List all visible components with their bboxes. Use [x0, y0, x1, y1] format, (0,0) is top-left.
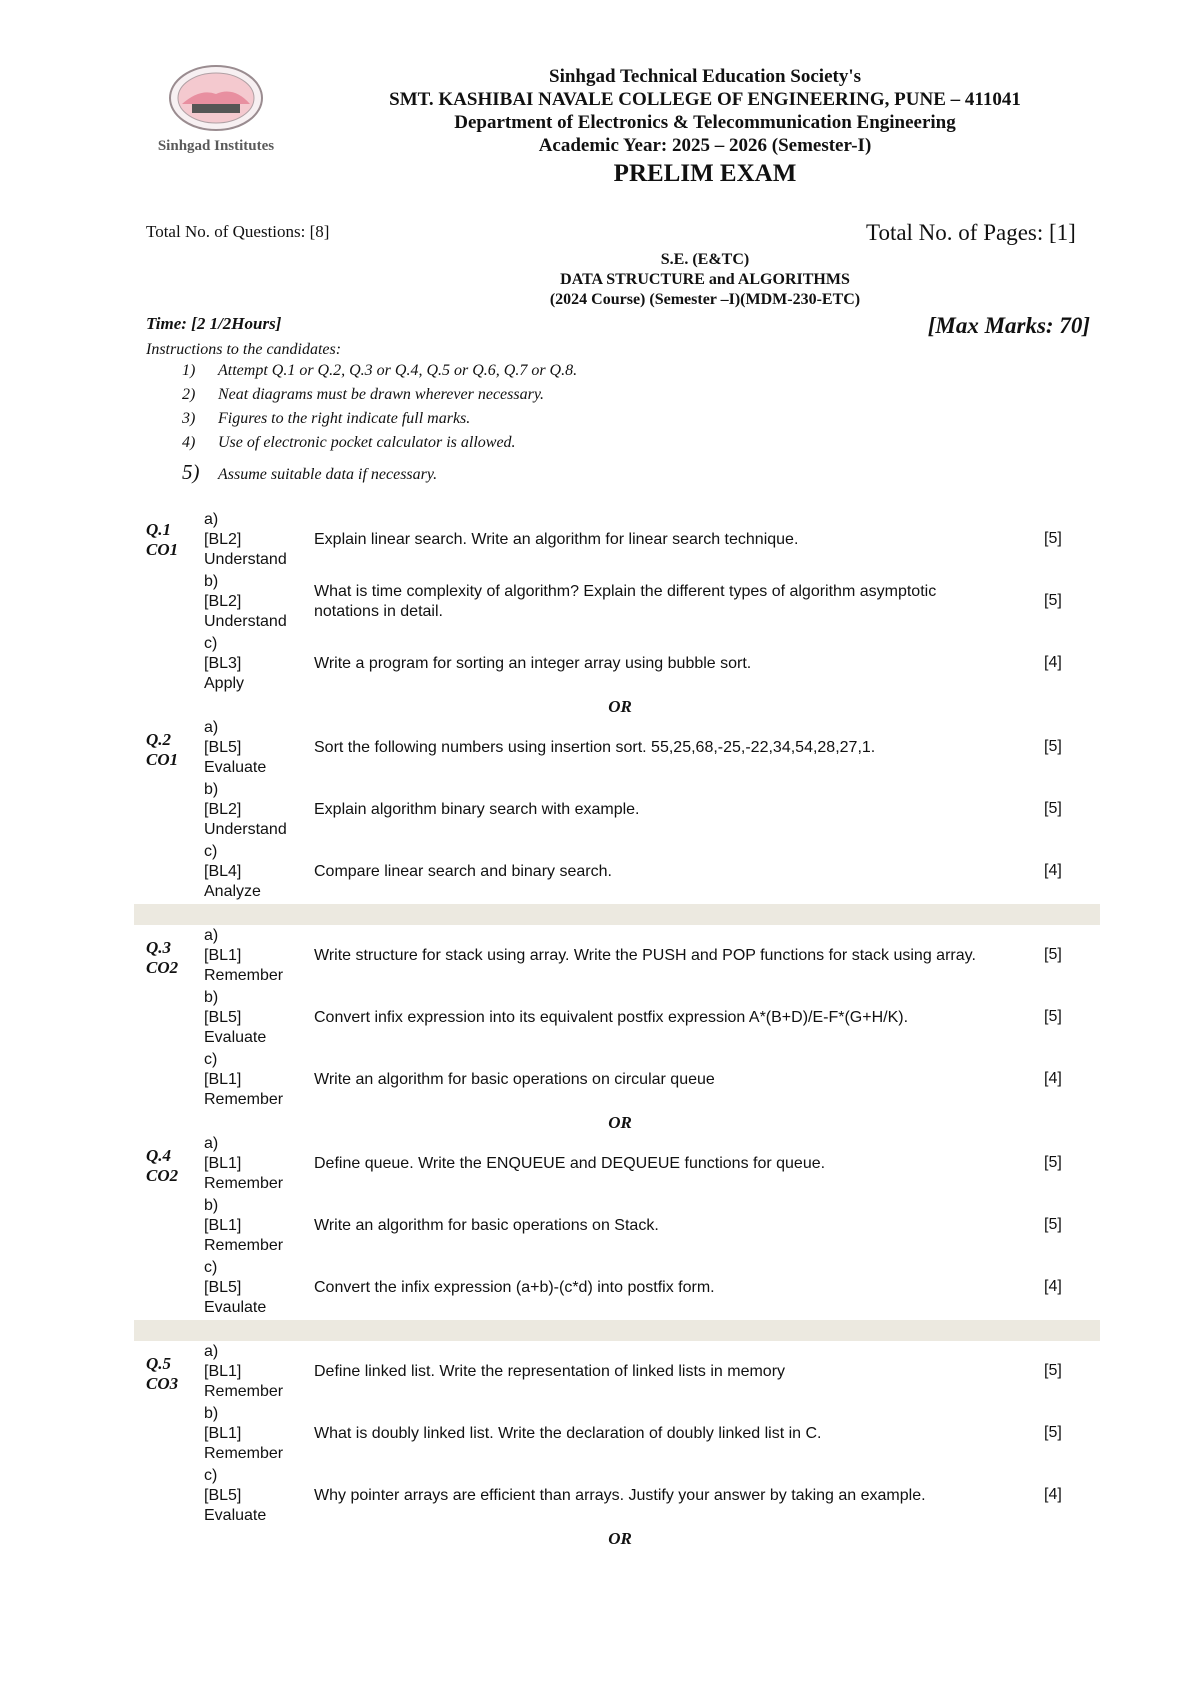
question-marks: [4]: [1044, 654, 1062, 671]
class-name: S.E. (E&TC): [660, 251, 750, 268]
question-part-label: a) [BL2] Understand: [204, 511, 287, 568]
sinhgad-institutes-logo: [150, 64, 300, 154]
question-text: What is doubly linked list. Write the declaration of doubly linked list in C.: [314, 1425, 822, 1442]
subject-name: DATA STRUCTURE and ALGORITHMS: [560, 271, 850, 288]
question-marks: [5]: [1044, 738, 1062, 755]
question-text: Compare linear search and binary search.: [314, 863, 612, 880]
instruction-item: 1) Attempt Q.1 or Q.2, Q.3 or Q.4, Q.5 or Q.6, Q.7 or Q.8.: [182, 362, 578, 379]
question-number: Q.5 CO3: [146, 1354, 179, 1393]
question-marks: [5]: [1044, 1362, 1062, 1379]
question-text: Convert the infix expression (a+b)-(c*d) into postfix form.: [314, 1279, 715, 1296]
question-text: What is time complexity of algorithm? Explain the different types of algorithm asymptotic notations in detail.: [314, 583, 937, 620]
or-separator: OR: [608, 1529, 632, 1548]
question-part-label: c) [BL4] Analyze: [204, 843, 261, 900]
question-number: Q.4 CO2: [146, 1146, 179, 1185]
section-divider: [134, 904, 1100, 925]
question-text: Why pointer arrays are efficient than arrays. Justify your answer by taking an example.: [314, 1487, 926, 1504]
question-marks: [4]: [1044, 862, 1062, 879]
question-number: Q.1 CO1: [146, 520, 179, 559]
instruction-item: 3) Figures to the right indicate full marks.: [182, 410, 471, 427]
question-text: Define linked list. Write the representation of linked lists in memory: [314, 1363, 786, 1380]
question-part-label: c) [BL5] Evaulate: [204, 1259, 267, 1316]
question-part-label: b) [BL2] Understand: [204, 781, 287, 838]
total-pages: Total No. of Pages: [1]: [866, 220, 1076, 245]
question-marks: [5]: [1044, 1216, 1062, 1233]
question-number: Q.2 CO1: [146, 730, 179, 769]
exam-time: Time: [2 1/2Hours]: [146, 314, 282, 333]
academic-year: Academic Year: 2025 – 2026 (Semester-I): [538, 135, 872, 156]
question-text: Define queue. Write the ENQUEUE and DEQUEUE functions for queue.: [314, 1155, 826, 1172]
question-text: Write a program for sorting an integer array using bubble sort.: [314, 655, 752, 672]
question-part-label: a) [BL5] Evaluate: [204, 719, 267, 776]
question-marks: [5]: [1044, 1154, 1062, 1171]
question-part-label: b) [BL2] Understand: [204, 573, 287, 630]
question-marks: [4]: [1044, 1278, 1062, 1295]
department-name: Department of Electronics & Telecommunication Engineering: [454, 112, 956, 133]
question-marks: [5]: [1044, 1424, 1062, 1441]
question-text: Convert infix expression into its equivalent postfix expression A*(B+D)/E-F*(G+H/K).: [314, 1009, 909, 1026]
question-marks: [4]: [1044, 1070, 1062, 1087]
course-code: (2024 Course) (Semester –I)(MDM-230-ETC): [549, 291, 861, 308]
society-name: Sinhgad Technical Education Society's: [549, 66, 861, 87]
question-marks: [4]: [1044, 1486, 1062, 1503]
question-part-label: c) [BL5] Evaluate: [204, 1467, 267, 1524]
question-text: Explain algorithm binary search with example.: [314, 801, 640, 818]
svg-text:Sinhgad Institutes: Sinhgad Institutes: [157, 138, 275, 154]
question-marks: [5]: [1044, 1008, 1062, 1025]
question-text: Write an algorithm for basic operations on Stack.: [314, 1217, 659, 1234]
or-separator: OR: [608, 1113, 632, 1132]
question-part-label: b) [BL5] Evaluate: [204, 989, 267, 1046]
question-text: Explain linear search. Write an algorithm for linear search technique.: [314, 531, 799, 548]
question-part-label: b) [BL1] Remember: [204, 1197, 284, 1254]
instruction-item: 5) Assume suitable data if necessary.: [182, 460, 438, 484]
total-questions: Total No. of Questions: [8]: [146, 222, 330, 241]
question-part-label: a) [BL1] Remember: [204, 1343, 284, 1400]
question-marks: [5]: [1044, 530, 1062, 547]
college-name: SMT. KASHIBAI NAVALE COLLEGE OF ENGINEERING, PUNE – 411041: [389, 89, 1021, 110]
instruction-item: 4) Use of electronic pocket calculator is allowed.: [182, 434, 516, 451]
question-text: Write structure for stack using array. Write the PUSH and POP functions for stack using array.: [314, 947, 976, 964]
question-part-label: c) [BL1] Remember: [204, 1051, 284, 1108]
instructions-heading: Instructions to the candidates:: [146, 341, 342, 358]
instruction-item: 2) Neat diagrams must be drawn wherever necessary.: [182, 386, 545, 403]
or-separator: OR: [608, 697, 632, 716]
max-marks: [Max Marks: 70]: [927, 313, 1090, 338]
question-marks: [5]: [1044, 800, 1062, 817]
exam-title: PRELIM EXAM: [613, 160, 797, 187]
question-part-label: a) [BL1] Remember: [204, 927, 284, 984]
question-text: Write an algorithm for basic operations on circular queue: [314, 1071, 715, 1088]
question-part-label: b) [BL1] Remember: [204, 1405, 284, 1462]
question-part-label: c) [BL3] Apply: [204, 635, 245, 692]
question-text: Sort the following numbers using insertion sort. 55,25,68,-25,-22,34,54,28,27,1.: [314, 739, 876, 756]
question-marks: [5]: [1044, 946, 1062, 963]
question-part-label: a) [BL1] Remember: [204, 1135, 284, 1192]
section-divider: [134, 1320, 1100, 1341]
question-number: Q.3 CO2: [146, 938, 179, 977]
question-marks: [5]: [1044, 592, 1062, 609]
